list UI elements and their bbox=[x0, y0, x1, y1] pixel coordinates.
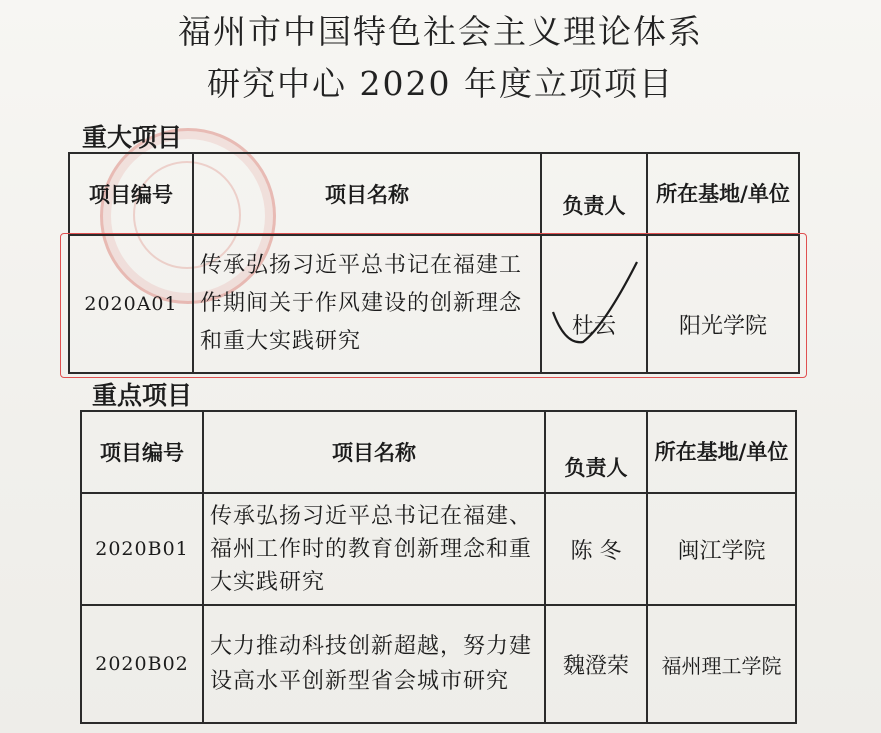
table-row bbox=[81, 605, 796, 723]
header-code: 项目编号 bbox=[69, 153, 193, 235]
header-code: 项目编号 bbox=[81, 411, 203, 493]
highlight-box bbox=[60, 233, 807, 378]
key-projects-table bbox=[80, 410, 797, 724]
header-name: 项目名称 bbox=[203, 411, 545, 493]
project-unit: 福州理工学院 bbox=[647, 605, 796, 723]
table-row bbox=[81, 493, 796, 605]
key-projects-label: 重点项目 bbox=[92, 381, 193, 410]
project-name: 传承弘扬习近平总书记在福建、福州工作时的教育创新理念和重大实践研究 bbox=[203, 493, 545, 605]
project-leader: 陈 冬 bbox=[545, 493, 647, 605]
major-projects-label: 重大项目 bbox=[82, 123, 183, 152]
project-code: 2020A01 bbox=[69, 235, 193, 373]
project-leader: 魏澄荣 bbox=[545, 605, 647, 723]
project-unit: 阳光学院 bbox=[647, 235, 799, 373]
header-unit: 所在基地/单位 bbox=[647, 411, 796, 493]
header-unit: 所在基地/单位 bbox=[647, 153, 799, 235]
project-code: 2020B01 bbox=[81, 493, 203, 605]
project-name: 传承弘扬习近平总书记在福建工作期间关于作风建设的创新理念和重大实践研究 bbox=[193, 235, 541, 373]
header-leader: 负责人 bbox=[541, 153, 647, 235]
table-header-row bbox=[81, 411, 796, 493]
project-leader: 杜云 bbox=[541, 235, 647, 373]
project-code: 2020B02 bbox=[81, 605, 203, 723]
header-leader: 负责人 bbox=[545, 411, 647, 493]
header-name: 项目名称 bbox=[193, 153, 541, 235]
project-name: 大力推动科技创新超越，努力建设高水平创新型省会城市研究 bbox=[203, 605, 545, 723]
document-title-line-1: 福州市中国特色社会主义理论体系 bbox=[178, 12, 703, 51]
table-header-row bbox=[69, 153, 799, 235]
project-unit: 闽江学院 bbox=[647, 493, 796, 605]
document-title-line-2: 研究中心 2020 年度立项项目 bbox=[207, 64, 674, 103]
